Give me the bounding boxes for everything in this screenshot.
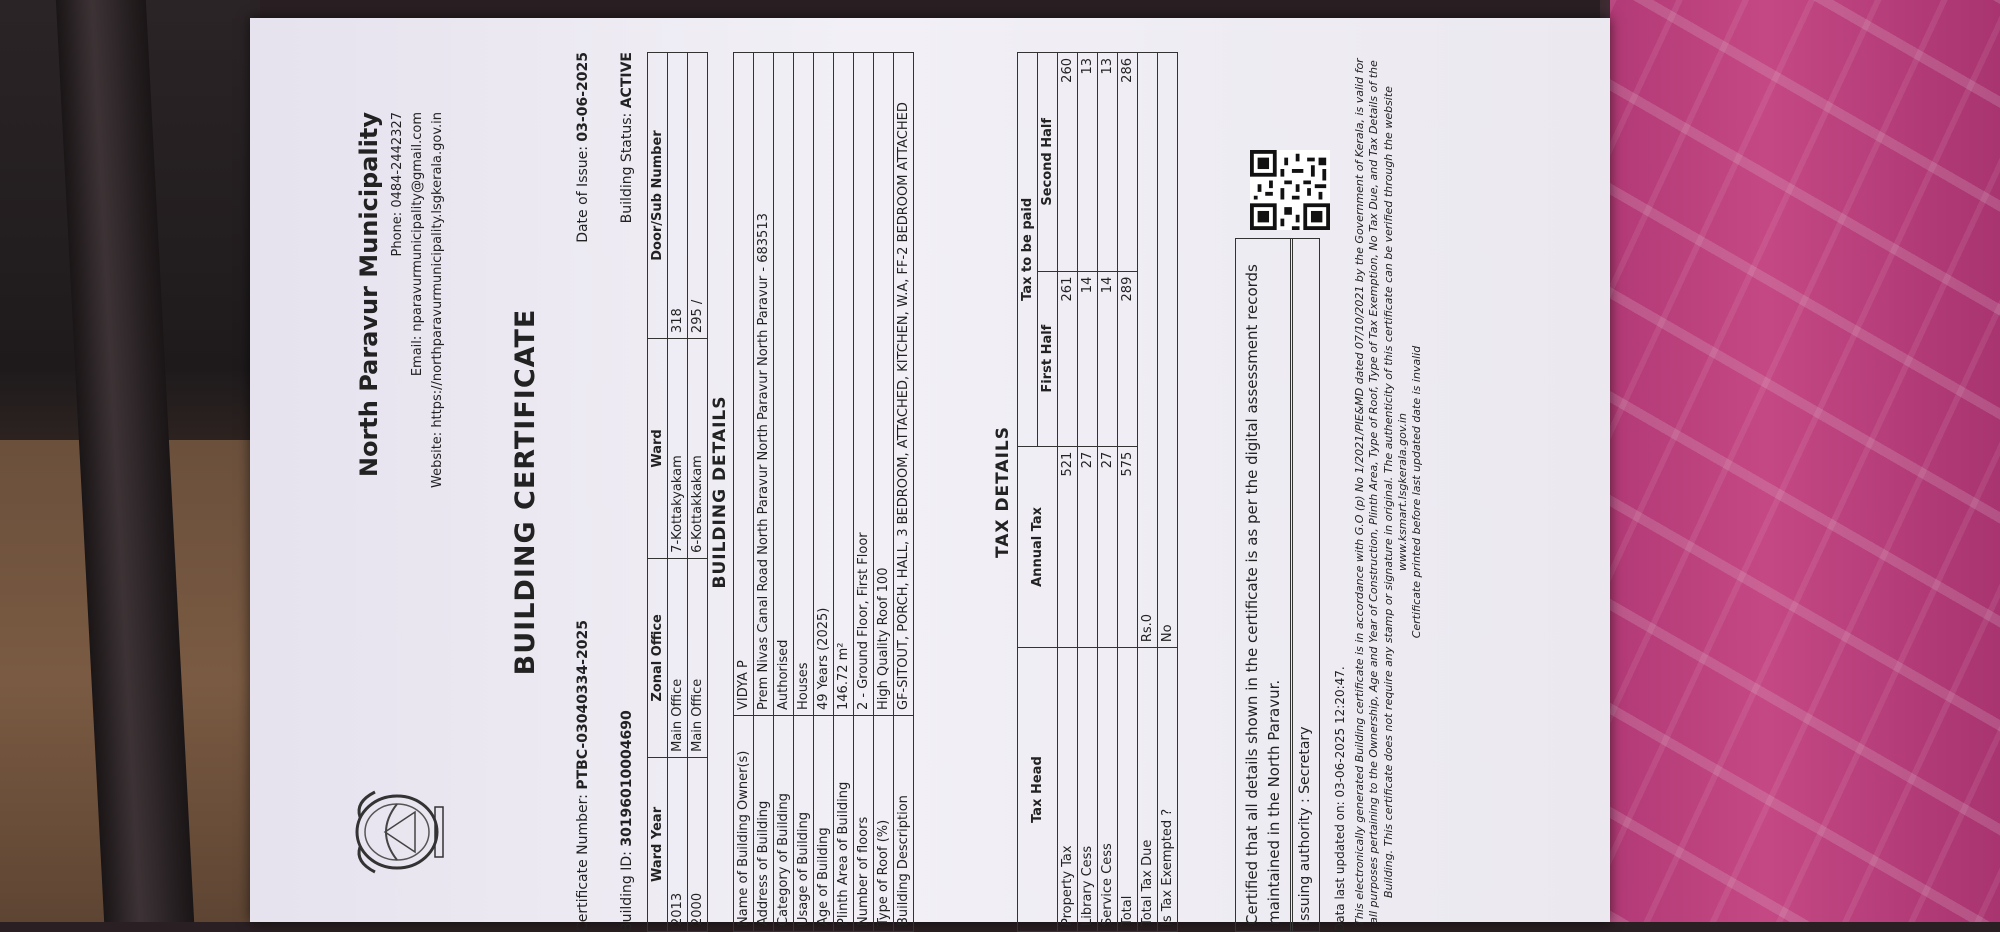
issuing-authority: Issuing authority : Secretary <box>1290 238 1320 932</box>
field-label: Number of floors <box>854 716 874 932</box>
tax-to-pay-header: Tax to be paid <box>1018 53 1038 447</box>
table-cell: 6-Kottakkakam <box>688 339 708 559</box>
table-row <box>1158 53 1178 932</box>
field-label: Type of Roof (%) <box>874 716 894 932</box>
qr-code-icon <box>1250 150 1330 230</box>
validity-note-text: This electronically generated Building certificate is in accordance with G.O (p) No 1/2021/PIE&MD dated 07/10/2021 by the Government of Kerala, is valid for all purposes pertaining to the Ownership, Age and Year of Construction, Plinth Area, Type of Roof, Type of Tax Exemption, No Tax Due, and Tax Details of the Building. This certificate does not require any stamp or signature in original. The authenticity of this certificate can be verified through the website www.ksmart.lsgkerala.gov.in <box>1353 58 1409 926</box>
second-half: 13 <box>1078 53 1098 272</box>
certification-statement: Certified that all details shown in the certificate is as per the digital assessment records maintained in the North Paravur. <box>1235 238 1293 932</box>
second-half: 13 <box>1098 53 1118 272</box>
field-label: Age of Building <box>814 716 834 932</box>
tax-details-heading: TAX DETAILS <box>993 425 1013 559</box>
field-value: High Quality Roof 100 <box>874 53 894 716</box>
second-half: 286 <box>1118 53 1138 272</box>
door-number-header: Door/Sub Number <box>648 53 668 339</box>
total-due-value: Rs.0 <box>1138 53 1158 648</box>
last-updated-text: Data last updated on: 03-06-2025 12:20:47. <box>1333 666 1347 932</box>
ward-year-header: Ward Year <box>648 757 668 931</box>
ward-table <box>647 52 708 932</box>
first-half: 261 <box>1058 271 1078 446</box>
certificate-title: BUILDING CERTIFICATE <box>510 308 541 676</box>
first-half: 289 <box>1118 271 1138 446</box>
table-row <box>668 53 688 932</box>
first-half-header: First Half <box>1038 271 1058 446</box>
issue-date-line <box>575 52 591 243</box>
field-label: Address of Building <box>754 716 774 932</box>
annual-tax-header: Annual Tax <box>1018 446 1058 647</box>
exempted-value: No <box>1158 53 1178 648</box>
tax-head-header: Tax Head <box>1018 648 1058 932</box>
second-half-header: Second Half <box>1038 53 1058 272</box>
tax-head: Library Cess <box>1078 648 1098 932</box>
field-value: Prem Nivas Canal Road North Paravur North Paravur North Paravur - 683513 <box>754 53 774 716</box>
issue-date-label: Date of Issue: <box>575 146 591 243</box>
table-row <box>1118 53 1138 932</box>
field-value: 2 - Ground Floor, First Floor <box>854 53 874 716</box>
building-status: ACTIVE <box>619 52 635 109</box>
field-label: Plinth Area of Building <box>834 716 854 932</box>
issue-date: 03-06-2025 <box>575 52 591 142</box>
building-certificate-document <box>255 52 1424 932</box>
table-row <box>814 53 834 932</box>
table-row <box>754 53 774 932</box>
certificate-number-line <box>575 620 591 932</box>
field-value: Authorised <box>774 53 794 716</box>
tax-details-table <box>1017 52 1178 932</box>
table-row <box>734 53 754 932</box>
tax-head: Total <box>1118 648 1138 932</box>
table-row <box>894 53 914 932</box>
building-id-line <box>619 710 635 932</box>
exempted-label: Is Tax Exempted ? <box>1158 648 1178 932</box>
field-value: VIDYA P <box>734 53 754 716</box>
building-details-heading: BUILDING DETAILS <box>710 395 730 589</box>
municipality-emblem-icon <box>335 772 455 892</box>
building-status-line <box>619 52 635 223</box>
field-label: Usage of Building <box>794 716 814 932</box>
field-value: 49 Years (2025) <box>814 53 834 716</box>
pink-cloth <box>1610 0 2000 922</box>
second-half: 260 <box>1058 53 1078 272</box>
annual-tax: 521 <box>1058 446 1078 647</box>
first-half: 14 <box>1078 271 1098 446</box>
field-value: Houses <box>794 53 814 716</box>
email-text: Email: nparavurmunicipality@gmail.com <box>410 112 425 377</box>
table-row <box>688 53 708 932</box>
certificate-number-label: Certificate Number: <box>575 794 591 932</box>
ward-table-header <box>648 53 668 932</box>
tax-table-header <box>1018 53 1038 932</box>
table-row <box>774 53 794 932</box>
total-due-label: Total Tax Due <box>1138 648 1158 932</box>
field-value: GF-SITOUT, PORCH, HALL, 3 BEDROOM, ATTACHED, KITCHEN, W.A, FF-2 BEDROOM ATTACHED <box>894 53 914 716</box>
municipality-name: North Paravur Municipality <box>355 112 383 478</box>
table-row <box>834 53 854 932</box>
table-row <box>874 53 894 932</box>
table-row <box>1058 53 1078 932</box>
ward-header: Ward <box>648 339 668 559</box>
building-id-label: Building ID: <box>619 851 635 932</box>
field-label: Name of Building Owner(s) <box>734 716 754 932</box>
first-half: 14 <box>1098 271 1118 446</box>
table-cell: 7-Kottakyakam <box>668 339 688 559</box>
phone-text: Phone: 0484-2442327 <box>390 112 405 257</box>
field-label: Building Description <box>894 716 914 932</box>
annual-tax: 575 <box>1118 446 1138 647</box>
certificate-number: PTBC-03040334-2025 <box>575 620 591 790</box>
table-cell: Main Office <box>688 558 708 757</box>
validity-note-warning: Certificate printed before last updated date is invalid <box>1410 345 1424 639</box>
table-cell: 318 <box>668 53 688 339</box>
table-row <box>794 53 814 932</box>
table-cell: 295 / <box>688 53 708 339</box>
validity-note <box>1353 52 1424 932</box>
building-id: 30196010004690 <box>619 710 635 847</box>
table-cell: 2000 <box>688 757 708 931</box>
table-cell: Main Office <box>668 558 688 757</box>
annual-tax: 27 <box>1098 446 1118 647</box>
field-label: Category of Building <box>774 716 794 932</box>
table-row <box>1138 53 1158 932</box>
tax-head: Property Tax <box>1058 648 1078 932</box>
annual-tax: 27 <box>1078 446 1098 647</box>
field-value: 146.72 m² <box>834 53 854 716</box>
building-details-table <box>733 52 914 932</box>
website-text: Website: https://northparavurmunicipality.lsgkerala.gov.in <box>430 112 445 489</box>
building-status-label: Building Status: <box>619 112 635 224</box>
table-cell: 2013 <box>668 757 688 931</box>
table-row <box>1098 53 1118 932</box>
tax-head: Service Cess <box>1098 648 1118 932</box>
zonal-office-header: Zonal Office <box>648 558 668 757</box>
table-row <box>854 53 874 932</box>
table-row <box>1078 53 1098 932</box>
